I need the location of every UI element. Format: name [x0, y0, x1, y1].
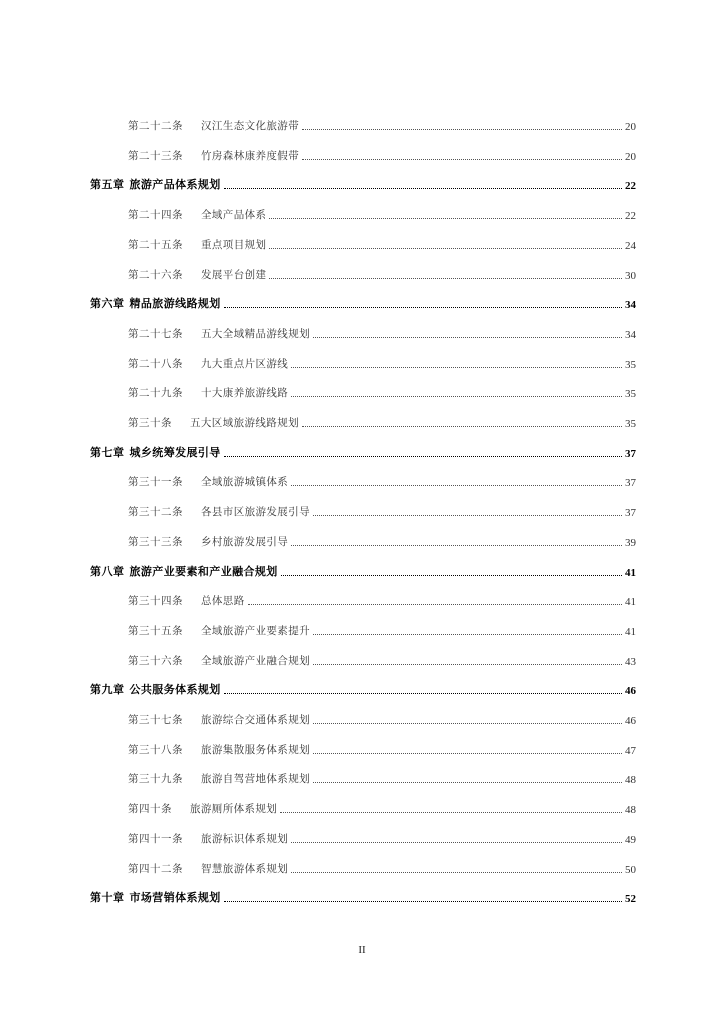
dot-leader: [224, 307, 622, 308]
article-title: 竹房森林康养度假带: [201, 149, 300, 162]
chapter-number: 第六章: [90, 297, 125, 311]
article-number: 第四十二条: [128, 862, 183, 875]
toc-chapter-entry[interactable]: [90, 681, 636, 697]
chapter-title: 公共服务体系规划: [129, 683, 221, 697]
article-title: 全域产品体系: [201, 209, 267, 222]
toc-article-entry[interactable]: [128, 147, 636, 163]
page-ref: 43: [625, 655, 636, 668]
article-number: 第三十五条: [128, 624, 183, 637]
dot-leader: [281, 575, 622, 576]
dot-leader: [248, 604, 622, 605]
toc-article-entry[interactable]: [128, 503, 636, 519]
page-ref: 24: [625, 239, 636, 252]
dot-leader: [302, 426, 622, 427]
page-ref: 35: [625, 358, 636, 371]
article-title: 旅游自驾营地体系规划: [201, 773, 310, 786]
toc-article-entry[interactable]: [128, 622, 636, 638]
article-number: 第二十七条: [128, 327, 183, 340]
toc-article-entry[interactable]: [128, 414, 636, 430]
dot-leader: [302, 129, 622, 130]
article-title: 九大重点片区游线: [201, 357, 289, 370]
toc-article-entry[interactable]: [128, 236, 636, 252]
article-title: 汉江生态文化旅游带: [201, 120, 300, 132]
dot-leader: [291, 485, 622, 486]
page-ref: 50: [625, 863, 636, 876]
article-title: 全域旅游城镇体系: [201, 476, 289, 489]
chapter-number: 第五章: [90, 178, 125, 192]
toc-article-entry[interactable]: [128, 206, 636, 222]
article-number: 第二十八条: [128, 357, 183, 370]
article-number: 第二十五条: [128, 238, 183, 251]
toc-article-entry[interactable]: [128, 830, 636, 846]
page-ref: 37: [625, 477, 636, 490]
article-number: 第二十九条: [128, 387, 183, 400]
toc-chapter-entry[interactable]: [90, 889, 636, 905]
chapter-title: 精品旅游线路规划: [129, 297, 221, 311]
article-number: 第二十三条: [128, 149, 183, 162]
toc-chapter-entry[interactable]: [90, 563, 636, 579]
page-ref: 34: [625, 299, 636, 312]
page-ref: 35: [625, 418, 636, 430]
article-title: 五大区域旅游线路规划: [190, 417, 299, 429]
article-number: 第三十九条: [128, 773, 183, 786]
dot-leader: [291, 842, 622, 843]
dot-leader: [269, 278, 622, 279]
page-ref: 30: [625, 269, 636, 282]
dot-leader: [224, 456, 622, 457]
page-ref: 22: [625, 210, 636, 223]
article-title: 总体思路: [201, 595, 245, 608]
toc-article-entry[interactable]: [128, 800, 636, 816]
dot-leader: [313, 634, 622, 635]
chapter-number: 第十章: [90, 891, 125, 905]
dot-leader: [313, 515, 622, 516]
article-title: 智慧旅游体系规划: [201, 862, 289, 875]
dot-leader: [224, 188, 622, 189]
toc-article-entry[interactable]: [128, 473, 636, 489]
article-number: 第四十一条: [128, 832, 183, 845]
page-ref: 41: [625, 566, 636, 579]
article-number: 第三十四条: [128, 595, 183, 608]
page-ref: 34: [625, 328, 636, 341]
dot-leader: [313, 782, 622, 783]
page-ref: 20: [625, 121, 636, 133]
article-title: 旅游厕所体系规划: [190, 803, 278, 816]
dot-leader: [313, 723, 622, 724]
article-title: 全域旅游产业要素提升: [201, 624, 310, 637]
toc-article-entry[interactable]: [128, 741, 636, 757]
page-ref: 52: [625, 893, 636, 906]
article-title: 重点项目规划: [201, 238, 267, 251]
dot-leader: [313, 664, 622, 665]
article-number: 第三十三条: [128, 535, 183, 548]
toc-article-entry[interactable]: [128, 860, 636, 876]
article-number: 第四十条: [128, 803, 172, 816]
chapter-title: 旅游产业要素和产业融合规划: [129, 564, 278, 578]
article-title: 各县市区旅游发展引导: [201, 506, 310, 519]
article-number: 第二十二条: [128, 120, 183, 132]
page-ref: 48: [625, 804, 636, 817]
page-ref: 41: [625, 625, 636, 638]
dot-leader: [269, 218, 622, 219]
dot-leader: [280, 812, 622, 813]
toc-article-entry[interactable]: [128, 592, 636, 608]
article-title: 旅游标识体系规划: [201, 832, 289, 845]
chapter-number: 第七章: [90, 445, 125, 459]
article-number: 第二十四条: [128, 209, 183, 222]
chapter-title: 城乡统筹发展引导: [129, 445, 221, 459]
page-ref: 49: [625, 833, 636, 846]
article-number: 第二十六条: [128, 268, 183, 281]
page-ref: 22: [625, 180, 636, 193]
article-title: 全域旅游产业融合规划: [201, 654, 310, 667]
page-ref: 37: [625, 447, 636, 460]
toc-article-entry[interactable]: [128, 770, 636, 786]
dot-leader: [224, 693, 622, 694]
article-number: 第三十一条: [128, 476, 183, 489]
page-number-footer: II: [358, 944, 366, 956]
toc-article-entry[interactable]: [128, 384, 636, 400]
article-title: 旅游综合交通体系规划: [201, 714, 310, 726]
toc-article-entry[interactable]: [128, 652, 636, 668]
chapter-title: 旅游产品体系规划: [129, 178, 221, 192]
toc-article-entry[interactable]: [128, 533, 636, 549]
dot-leader: [291, 396, 622, 397]
article-number: 第三十八条: [128, 743, 183, 756]
article-title: 发展平台创建: [201, 268, 267, 281]
dot-leader: [313, 337, 622, 338]
article-number: 第三十六条: [128, 654, 183, 667]
page-ref: 41: [625, 596, 636, 609]
dot-leader: [302, 159, 622, 160]
dot-leader: [291, 367, 622, 368]
page-ref: 46: [625, 715, 636, 727]
article-number: 第三十七条: [128, 714, 183, 726]
page-ref: 46: [625, 685, 636, 698]
chapter-title: 市场营销体系规划: [129, 891, 221, 905]
article-title: 五大全域精品游线规划: [201, 327, 310, 340]
toc-article-entry[interactable]: [128, 266, 636, 282]
dot-leader: [291, 545, 622, 546]
article-title: 乡村旅游发展引导: [201, 535, 289, 548]
toc-chapter-entry[interactable]: [90, 176, 636, 192]
page-ref: 47: [625, 744, 636, 757]
chapter-number: 第九章: [90, 683, 125, 697]
dot-leader: [291, 872, 622, 873]
chapter-number: 第八章: [90, 564, 125, 578]
page-ref: 48: [625, 774, 636, 787]
page-ref: 37: [625, 507, 636, 520]
article-number: 第三十条: [128, 417, 172, 429]
article-number: 第三十二条: [128, 506, 183, 519]
page-ref: 20: [625, 150, 636, 163]
article-title: 十大康养旅游线路: [201, 387, 289, 400]
dot-leader: [224, 901, 622, 902]
article-title: 旅游集散服务体系规划: [201, 743, 310, 756]
toc-chapter-entry[interactable]: [90, 295, 636, 311]
dot-leader: [269, 248, 622, 249]
toc-chapter-entry[interactable]: [90, 444, 636, 460]
page-ref: 39: [625, 536, 636, 549]
toc-article-entry[interactable]: [128, 711, 636, 727]
page-ref: 35: [625, 388, 636, 401]
toc-article-entry[interactable]: [128, 117, 636, 133]
toc-article-entry[interactable]: [128, 355, 636, 371]
toc-article-entry[interactable]: [128, 325, 636, 341]
dot-leader: [313, 753, 622, 754]
